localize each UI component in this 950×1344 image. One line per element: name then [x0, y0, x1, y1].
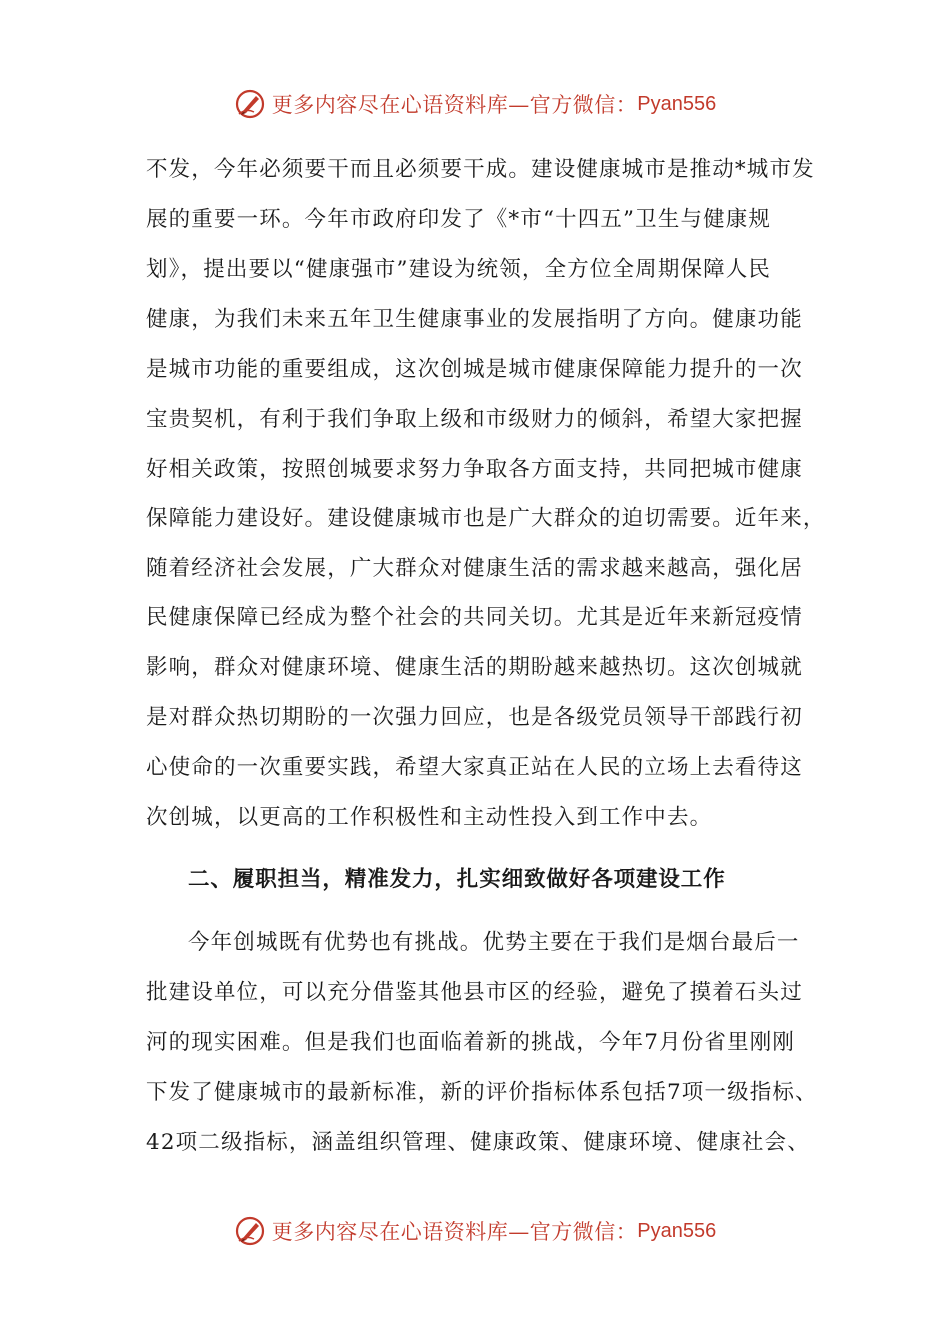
banner-text: 更多内容尽在心语资料库—官方微信：: [271, 93, 638, 117]
text-line: 是对群众热切期盼的一次强力回应，也是各级党员领导干部践行初: [146, 705, 803, 730]
text-line: 是城市功能的重要组成，这次创城是城市健康保障能力提升的一次: [146, 357, 803, 382]
text-line: 次创城，以更高的工作积极性和主动性投入到工作中去。: [146, 805, 713, 830]
text-line: 批建设单位，可以充分借鉴其他县市区的经验，避免了摸着石头过: [146, 980, 803, 1005]
text-line: 随着经济社会发展，广大群众对健康生活的需求越来越高，强化居: [146, 556, 803, 581]
banner-wechat-id: Pyan556: [637, 1219, 717, 1242]
text-line: 今年创城既有优势也有挑战。优势主要在于我们是烟台最后一: [188, 930, 800, 955]
banner-wechat-id: Pyan556: [637, 92, 717, 115]
text-line: 民健康保障已经成为整个社会的共同关切。尤其是近年来新冠疫情: [146, 605, 803, 630]
pen-logo-icon: [234, 88, 266, 120]
footer-banner: [0, 1211, 950, 1251]
text-line: 健康，为我们未来五年卫生健康事业的发展指明了方向。健康功能: [146, 307, 803, 332]
text-line: 心使命的一次重要实践，希望大家真正站在人民的立场上去看待这: [146, 755, 803, 780]
text-line: 河的现实困难。但是我们也面临着新的挑战，今年7月份省里刚刚: [146, 1030, 796, 1055]
text-line: 42项二级指标，涵盖组织管理、健康政策、健康环境、健康社会、: [146, 1130, 810, 1155]
pen-logo-icon: [234, 1215, 266, 1247]
text-line: 划》，提出要以“健康强市”建设为统领，全方位全周期保障人民: [146, 257, 772, 282]
banner-text: 更多内容尽在心语资料库—官方微信：: [271, 1220, 638, 1244]
text-line: 好相关政策，按照创城要求努力争取各方面支持，共同把城市健康: [146, 457, 803, 482]
text-line: 影响，群众对健康环境、健康生活的期盼越来越热切。这次创城就: [146, 655, 803, 680]
header-banner: [0, 84, 950, 124]
text-line: 保障能力建设好。建设健康城市也是广大群众的迫切需要。近年来，: [146, 506, 826, 531]
section-heading: 二、履职担当，精准发力，扎实细致做好各项建设工作: [188, 867, 726, 892]
text-line: 下发了健康城市的最新标准，新的评价指标体系包括7项一级指标、: [146, 1080, 818, 1105]
text-line: 不发，今年必须要干而且必须要干成。建设健康城市是推动*城市发: [146, 157, 815, 182]
text-line: 宝贵契机，有利于我们争取上级和市级财力的倾斜，希望大家把握: [146, 407, 803, 432]
text-line: 展的重要一环。今年市政府印发了《*市“十四五”卫生与健康规: [146, 207, 772, 232]
